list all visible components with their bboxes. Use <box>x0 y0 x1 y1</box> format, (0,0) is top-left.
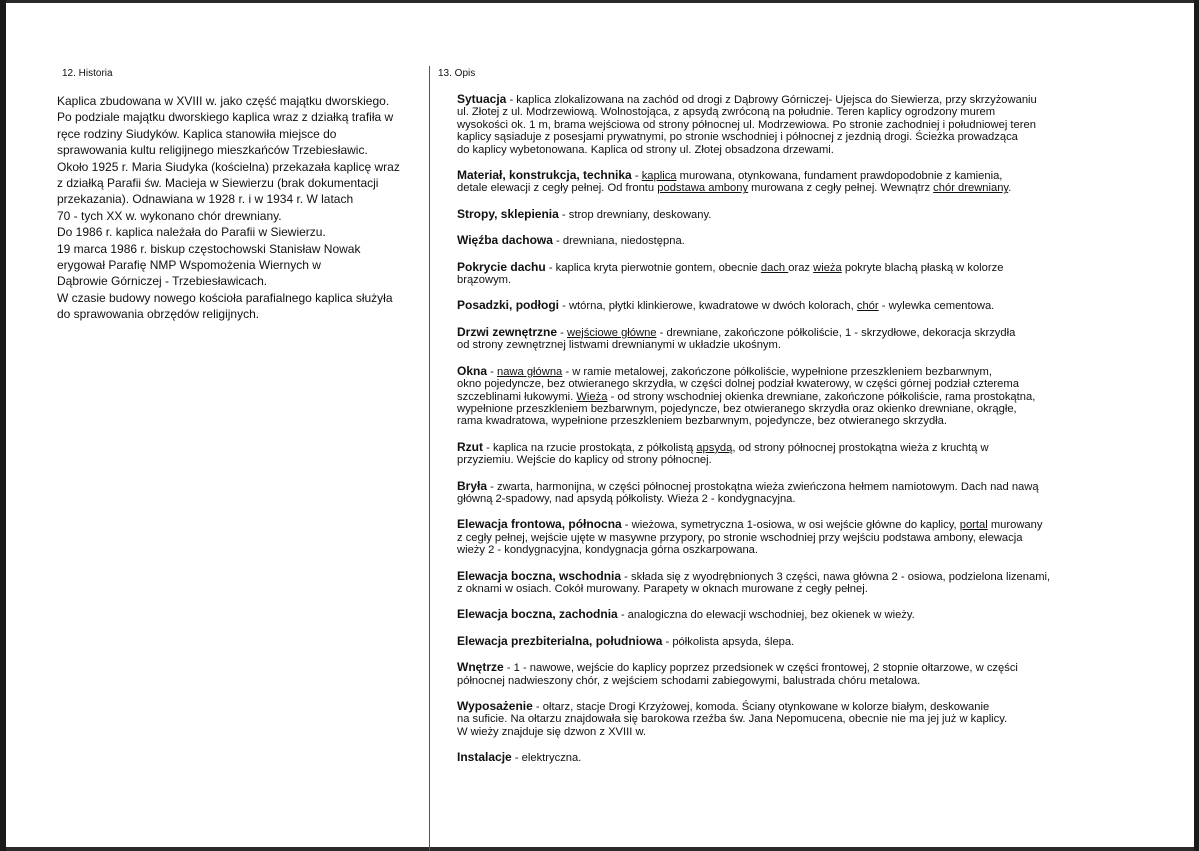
scan-edge-left <box>0 0 6 851</box>
pokrycie-label: Pokrycie dachu <box>457 259 546 274</box>
pokrycie-text: pokryte blachą płaską w kolorze <box>841 261 1004 274</box>
column-divider <box>429 66 430 851</box>
wnetrze-label: Wnętrze <box>457 660 504 675</box>
wyposazenie-text: W wieży znajduje się dzwon z XVIII w. <box>457 725 647 738</box>
frontowa-text: wieży 2 - kondygnacyjna, kondygnacja górna oszkarpowana. <box>457 544 758 557</box>
posadzki-term: chór <box>856 300 879 313</box>
wyposazenie-text: na suficie. Na ołtarzu znajdowała się barokowa rzeźba św. Jana Nepomucena, obecnie nie ma jej już w kaplicy. <box>457 713 1008 726</box>
historia-line: przekazania). Odnawiana w 1928 r. i w 1934 r. W latach <box>57 192 354 207</box>
historia-line: Dąbrowie Górniczej - Trzebiesławicach. <box>57 274 268 289</box>
wnetrze-item <box>457 661 1154 687</box>
instalacje-label: Instalacje <box>457 750 512 765</box>
opis-section <box>438 68 1154 778</box>
okna-text: wypełnione przeszkleniem bezbarwnym, pojedyncze, bez otwieranego skrzydła oraz okienko drewniane, okrągłe, <box>457 402 1017 415</box>
sytuacja-text: - kaplica zlokalizowana na zachód od drogi z Dąbrowy Górniczej- Ujejsca do Siewierza, przy skrzyżowaniu <box>506 94 1037 106</box>
bryla-item <box>457 480 1154 506</box>
bryla-text: - zwarta, harmonijna, w części północnej prostokątna wieża zwieńczona hełmem namiotowym. Dach nad nawą <box>487 480 1039 493</box>
material-term: podstawa ambony <box>657 182 749 195</box>
historia-line: 19 marca 1986 r. biskup częstochowski Stanisław Nowak <box>57 241 361 256</box>
opis-header: 13. Opis <box>438 68 476 79</box>
instalacje-item <box>457 751 1154 764</box>
rzut-text: - kaplica na rzucie prostokąta, z półkolistą <box>483 441 697 454</box>
okna-text: - <box>487 365 497 378</box>
okna-item <box>457 365 1154 428</box>
wiezba-item <box>457 234 1154 247</box>
okna-text: szczeblinami łukowymi. <box>457 390 577 403</box>
frontowa-label: Elewacja frontowa, północna <box>457 517 622 532</box>
okna-text: - od strony wschodniej okienka drewniane, zakończone półkoliście, rama prostokątna, <box>607 390 1036 403</box>
scan-edge-bottom <box>0 847 1199 851</box>
stropy-text: - strop drewniany, deskowany. <box>558 208 712 221</box>
drzwi-text: - drewniane, zakończone półkoliście, 1 - skrzydłowe, dekoracja skrzydła <box>656 326 1016 339</box>
prezbiterialna-text: - półkolista apsyda, ślepa. <box>662 635 795 648</box>
wyposazenie-text: - ołtarz, stacje Drogi Krzyżowej, komoda. Ściany otynkowane w kolorze białym, deskowanie <box>532 701 990 713</box>
material-text: detale elewacji z cegły pełnej. Od frontu <box>457 182 658 195</box>
posadzki-text: - wtórna, płytki klinkierowe, kwadratowe w dwóch kolorach, <box>559 300 857 313</box>
okna-label: Okna <box>457 363 488 378</box>
historia-line: z działką Parafii św. Macieja w Siewierzu (brak dokumentacji <box>57 176 379 191</box>
rzut-text: , od strony północnej prostokątna wieża z kruchtą w <box>732 441 989 454</box>
wiezba-text: - drewniana, niedostępna. <box>552 235 685 248</box>
wyposazenie-label: Wyposażenie <box>457 699 533 713</box>
prezbiterialna-label: Elewacja prezbiterialna, południowa <box>457 633 663 648</box>
rzut-item <box>457 441 1154 467</box>
material-text: murowana, otynkowana, fundament prawdopodobnie z kamienia, <box>676 170 1003 183</box>
frontowa-text: murowany <box>987 519 1043 532</box>
material-text: . <box>1008 182 1012 195</box>
pokrycie-term: dach <box>760 261 789 274</box>
posadzki-label: Posadzki, podłogi <box>457 298 560 313</box>
bryla-text: główną 2-spadowy, nad apsydą półkolisty. Wieża 2 - kondygnacyjna. <box>457 492 796 505</box>
historia-line: do sprawowania obrzędów religijnych. <box>57 307 260 322</box>
drzwi-text: - <box>557 326 567 339</box>
historia-line: erygował Parafię NMP Wspomożenia Wiernych w <box>57 258 321 273</box>
frontowa-item <box>457 518 1154 556</box>
historia-section <box>57 68 423 323</box>
zachodnia-item <box>457 608 1154 621</box>
material-term: kaplica <box>641 170 677 183</box>
drzwi-label: Drzwi zewnętrzne <box>457 324 558 339</box>
historia-body <box>57 93 423 323</box>
sytuacja-item <box>457 93 1154 156</box>
drzwi-term: wejściowe główne <box>566 326 657 339</box>
material-item <box>457 169 1154 195</box>
wschodnia-text: z oknami w osiach. Cokół murowany. Parapety w oknach murowane z cegły pełnej. <box>457 582 868 595</box>
stropy-label: Stropy, sklepienia <box>457 206 559 221</box>
wiezba-label: Więźba dachowa <box>457 233 553 248</box>
frontowa-term: portal <box>959 519 988 532</box>
historia-line: Około 1925 r. Maria Siudyka (kościelna) przekazała kaplicę wraz <box>57 159 400 174</box>
scan-edge-top <box>0 0 1199 3</box>
historia-line: Do 1986 r. kaplica należała do Parafii w Siewierzu. <box>57 225 326 240</box>
historia-line: W czasie budowy nowego kościoła parafialnego kaplica służyła <box>57 290 393 305</box>
sytuacja-text: wysokości ok. 1 m, brama wejściowa od strony północnej ul. Modrzewiowa. Po stronie zachodniej i południowej teren <box>457 118 1036 131</box>
historia-line: 70 - tych XX w. wykonano chór drewniany. <box>57 208 282 223</box>
wschodnia-text: - składa się z wyodrębnionych 3 części, nawa główna 2 - osiowa, podzielona lizenami, <box>621 570 1051 583</box>
okna-text: okno pojedyncze, bez otwieranego skrzydła, w części dolnej podział kwaterowy, w części górnej podział czterema <box>457 378 1019 391</box>
frontowa-text: - wieżowa, symetryczna 1-osiowa, w osi wejście główne do kaplicy, <box>621 519 960 532</box>
pokrycie-text: - kaplica kryta pierwotnie gontem, obecnie <box>545 261 761 274</box>
okna-term: nawa główna <box>496 365 563 378</box>
material-text: - <box>631 170 642 183</box>
okna-text: rama kwadratowa, wypełnione przeszkleniem bezbarwnym, pojedyncze, bez otwieranego skrzydła. <box>457 415 947 428</box>
historia-line: sprawowania kultu religijnego mieszkańców Trzebiesławic. <box>57 143 368 158</box>
scan-edge-right <box>1194 0 1199 851</box>
okna-term: Wieża <box>576 390 608 403</box>
pokrycie-text: oraz <box>788 261 814 274</box>
material-text: murowana z cegły pełnej. Wewnątrz <box>748 182 934 195</box>
drzwi-item <box>457 326 1154 352</box>
rzut-text: przyziemiu. Wejście do kaplicy od strony północnej. <box>457 454 712 467</box>
wnetrze-text: północnej nadwieszony chór, z wejściem schodami zabiegowymi, balustrada chóru metalowa. <box>457 674 921 687</box>
material-label: Materiał, konstrukcja, technika <box>457 168 632 183</box>
pokrycie-item <box>457 261 1154 287</box>
prezbiterialna-item <box>457 635 1154 648</box>
pokrycie-term: wieża <box>813 261 842 274</box>
wschodnia-label: Elewacja boczna, wschodnia <box>457 568 622 583</box>
drzwi-text: od strony zewnętrznej listwami drewnianymi w układzie ukośnym. <box>457 339 781 352</box>
sytuacja-label: Sytuacja <box>457 92 507 106</box>
rzut-term: apsydą <box>696 441 733 454</box>
posadzki-text: - wylewka cementowa. <box>878 300 995 313</box>
historia-line: ręce rodziny Siudyków. Kaplica stanowiła miejsce do <box>57 126 337 141</box>
okna-text: - w ramie metalowej, zakończone półkoliście, wypełnione przeszkleniem bezbarwnym, <box>562 365 992 378</box>
bryla-label: Bryła <box>457 478 488 493</box>
wschodnia-item <box>457 570 1154 596</box>
frontowa-text: z cegły pełnej, wejście ujęte w masywne przypory, po stronie wschodniej przy wejściu podstawa ambony, elewacja <box>457 531 1023 544</box>
sytuacja-text: ul. Złotej z ul. Modrzewiową. Wolnostojąca, z apsydą zwróconą na południe. Teren kaplicy ogrodzony murem <box>457 106 996 119</box>
sytuacja-text: kaplicy sąsiaduje z posesjami prywatnymi, po stronie wschodniej i północnej z jezdnią drogi. Ścieżka prowadząca <box>457 131 1018 144</box>
zachodnia-label: Elewacja boczna, zachodnia <box>457 607 618 622</box>
posadzki-item <box>457 299 1154 312</box>
wyposazenie-item <box>457 700 1154 738</box>
wnetrze-text: - 1 - nawowe, wejście do kaplicy poprzez przedsionek w części frontowej, 2 stopnie ołtarzowe, w części <box>503 662 1018 675</box>
rzut-label: Rzut <box>457 439 483 454</box>
historia-line: Po podziale majątku dworskiego kaplica wraz z działką trafiła w <box>57 110 394 125</box>
instalacje-text: - elektryczna. <box>511 752 582 765</box>
historia-header: 12. Historia <box>62 68 113 79</box>
sytuacja-text: do kaplicy wybetonowana. Kaplica od strony ul. Złotej obsadzona drzewami. <box>457 143 834 156</box>
pokrycie-text: brązowym. <box>457 274 512 287</box>
material-term: chór drewniany <box>933 182 1009 195</box>
stropy-item <box>457 208 1154 221</box>
zachodnia-text: - analogiczna do elewacji wschodniej, bez okienek w wieży. <box>617 609 915 622</box>
historia-line: Kaplica zbudowana w XVIII w. jako część majątku dworskiego. <box>57 94 390 108</box>
